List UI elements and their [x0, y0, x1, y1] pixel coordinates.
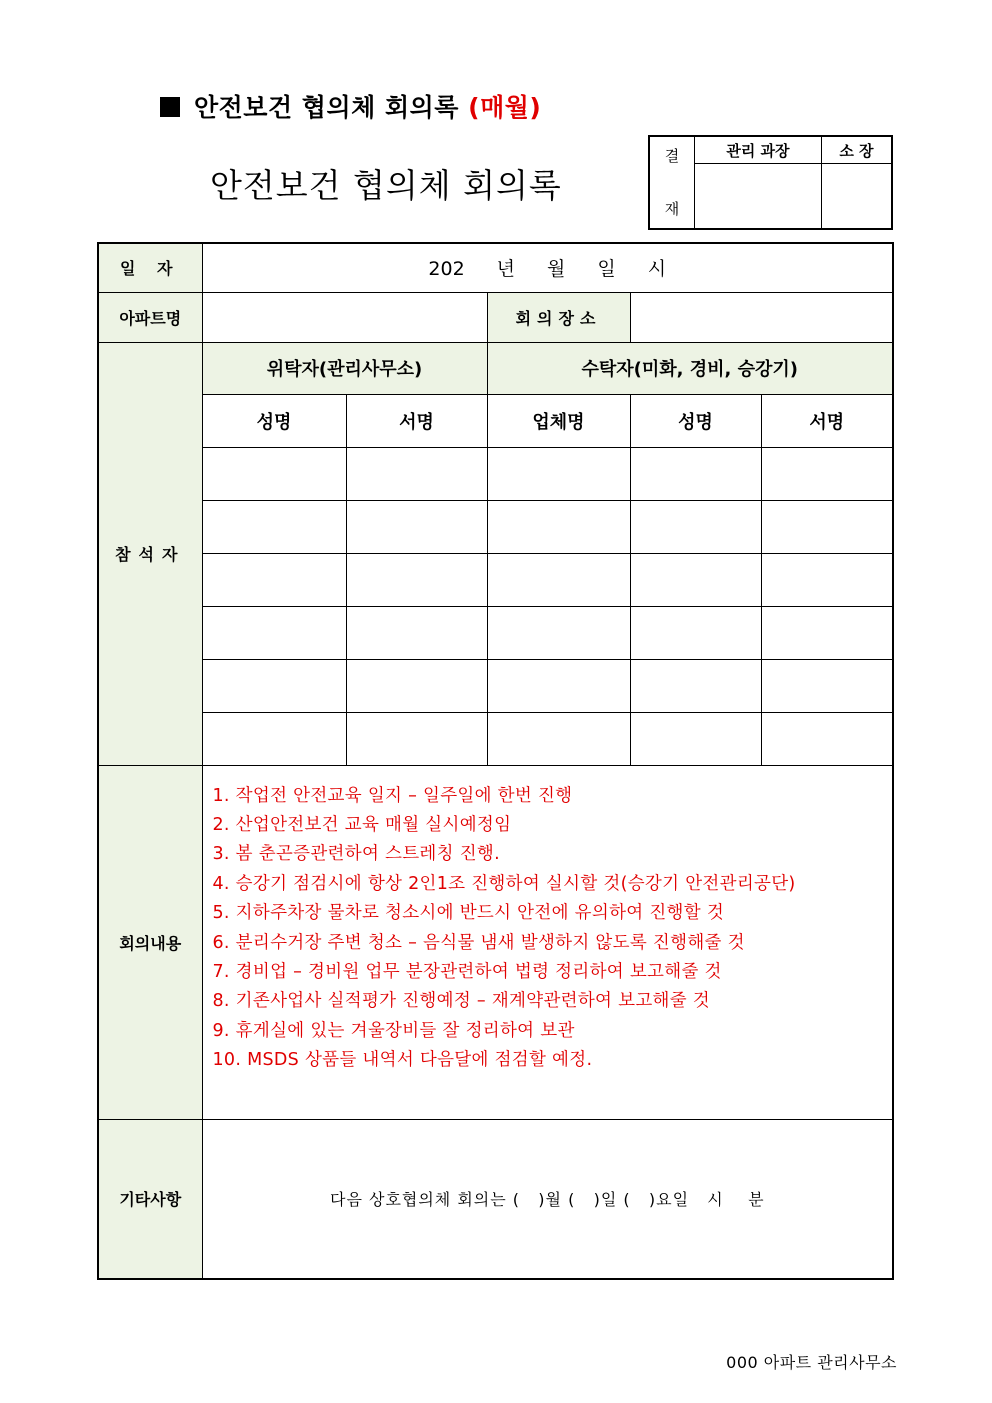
attendee-cell[interactable]: [346, 447, 487, 500]
date-year-unit: 년: [496, 258, 516, 281]
date-month-unit: 월: [547, 258, 566, 281]
attendees-label: 참석자: [98, 342, 202, 765]
minutes-item: 9. 휴게실에 있는 겨울장비들 잘 정리하여 보관: [212, 1020, 575, 1041]
attendee-row: [98, 500, 893, 553]
attendee-cell[interactable]: [202, 659, 346, 712]
apartment-field[interactable]: [202, 292, 487, 342]
attendee-cell[interactable]: [202, 500, 346, 553]
approval-col-director: 소 장: [821, 136, 892, 164]
attendee-cell[interactable]: [346, 712, 487, 765]
minutes-item: 8. 기존사업사 실적평가 진행예정 – 재계약관련하여 보고해줄 것: [212, 991, 711, 1012]
approval-label-gap: [650, 172, 694, 194]
attendee-row: [98, 712, 893, 765]
minutes-item: 7. 경비업 – 경비원 업무 분장관련하여 법령 정리하여 보고해줄 것: [212, 961, 722, 982]
col-signature-consignor: 서명: [346, 394, 487, 447]
venue-field[interactable]: [630, 292, 893, 342]
minutes-item: 6. 분리수거장 주변 청소 – 음식물 냄새 발생하지 않도록 진행해줄 것: [212, 932, 745, 953]
approval-label-bottom: 재: [664, 199, 680, 218]
consignor-header: 위탁자(관리사무소): [202, 342, 487, 394]
attendee-cell[interactable]: [630, 553, 761, 606]
attendee-cell[interactable]: [761, 712, 893, 765]
approval-sign-manager[interactable]: [695, 164, 822, 230]
approval-col-manager: 관리 과장: [695, 136, 822, 164]
attendee-cell[interactable]: [487, 500, 630, 553]
venue-label: 회의장소: [487, 292, 630, 342]
footer-office: 000 아파트 관리사무소: [726, 1353, 897, 1372]
date-field[interactable]: [202, 243, 893, 292]
attendee-cell[interactable]: [346, 500, 487, 553]
col-name-consignor: 성명: [202, 394, 346, 447]
date-year: 202: [428, 258, 465, 281]
attendee-cell[interactable]: [202, 447, 346, 500]
attendee-cell[interactable]: [202, 553, 346, 606]
attendee-cell[interactable]: [761, 659, 893, 712]
heading-text: 안전보건 협의체 회의록: [194, 93, 459, 122]
approval-box: [648, 135, 893, 230]
approval-label: [649, 136, 695, 229]
approval-label-top: 결: [664, 146, 680, 165]
attendee-row: [98, 553, 893, 606]
attendee-cell[interactable]: [761, 606, 893, 659]
attendee-row: [98, 659, 893, 712]
date-day-unit: 일: [597, 258, 616, 281]
minutes-item: 5. 지하주차장 물차로 청소시에 반드시 안전에 유의하여 진행할 것: [212, 903, 725, 924]
attendee-row: [98, 606, 893, 659]
attendee-cell[interactable]: [761, 447, 893, 500]
attendee-cell[interactable]: [346, 553, 487, 606]
attendee-cell[interactable]: [487, 659, 630, 712]
minutes-item: 10. MSDS 상품들 내역서 다음달에 점검할 예정.: [212, 1050, 593, 1071]
minutes-item: 2. 산업안전보건 교육 매월 실시예정임: [212, 814, 512, 835]
heading-frequency: (매월): [468, 93, 542, 122]
minutes-field[interactable]: [202, 765, 893, 1119]
section-heading: [160, 88, 541, 124]
document-title: 안전보건 협의체 회의록: [210, 166, 562, 205]
black-square-icon: [160, 97, 180, 117]
date-label: 일 자: [98, 243, 202, 292]
attendee-cell[interactable]: [202, 712, 346, 765]
attendee-cell[interactable]: [487, 553, 630, 606]
date-hour-unit: 시: [647, 258, 667, 281]
attendee-cell[interactable]: [630, 606, 761, 659]
col-company: 업체명: [487, 394, 630, 447]
attendee-cell[interactable]: [346, 659, 487, 712]
consignee-header: 수탁자(미화, 경비, 승강기): [487, 342, 893, 394]
minutes-list: [203, 766, 893, 1076]
attendee-cell[interactable]: [761, 500, 893, 553]
attendee-cell[interactable]: [630, 500, 761, 553]
attendee-cell[interactable]: [761, 553, 893, 606]
attendee-cell[interactable]: [630, 712, 761, 765]
misc-label: 기타사항: [98, 1119, 202, 1279]
attendee-cell[interactable]: [630, 659, 761, 712]
meeting-form: [97, 242, 894, 1280]
col-signature-consignee: 서명: [761, 394, 893, 447]
attendee-cell[interactable]: [346, 606, 487, 659]
attendee-cell[interactable]: [487, 447, 630, 500]
col-name-consignee: 성명: [630, 394, 761, 447]
apartment-label: 아파트명: [98, 292, 202, 342]
attendee-cell[interactable]: [487, 606, 630, 659]
minutes-item: 1. 작업전 안전교육 일지 – 일주일에 한번 진행: [212, 785, 573, 806]
misc-field[interactable]: 다음 상호협의체 회의는 ( )월 ( )일 ( )요일 시 분: [202, 1119, 893, 1279]
approval-sign-director[interactable]: [821, 164, 892, 230]
attendee-cell[interactable]: [202, 606, 346, 659]
minutes-item: 4. 승강기 점검시에 항상 2인1조 진행하여 실시할 것(승강기 안전관리공단): [212, 873, 796, 894]
attendee-row: [98, 447, 893, 500]
minutes-item: 3. 봄 춘곤증관련하여 스트레칭 진행.: [212, 844, 500, 865]
attendee-cell[interactable]: [487, 712, 630, 765]
attendee-cell[interactable]: [630, 447, 761, 500]
minutes-label: 회의내용: [98, 765, 202, 1119]
